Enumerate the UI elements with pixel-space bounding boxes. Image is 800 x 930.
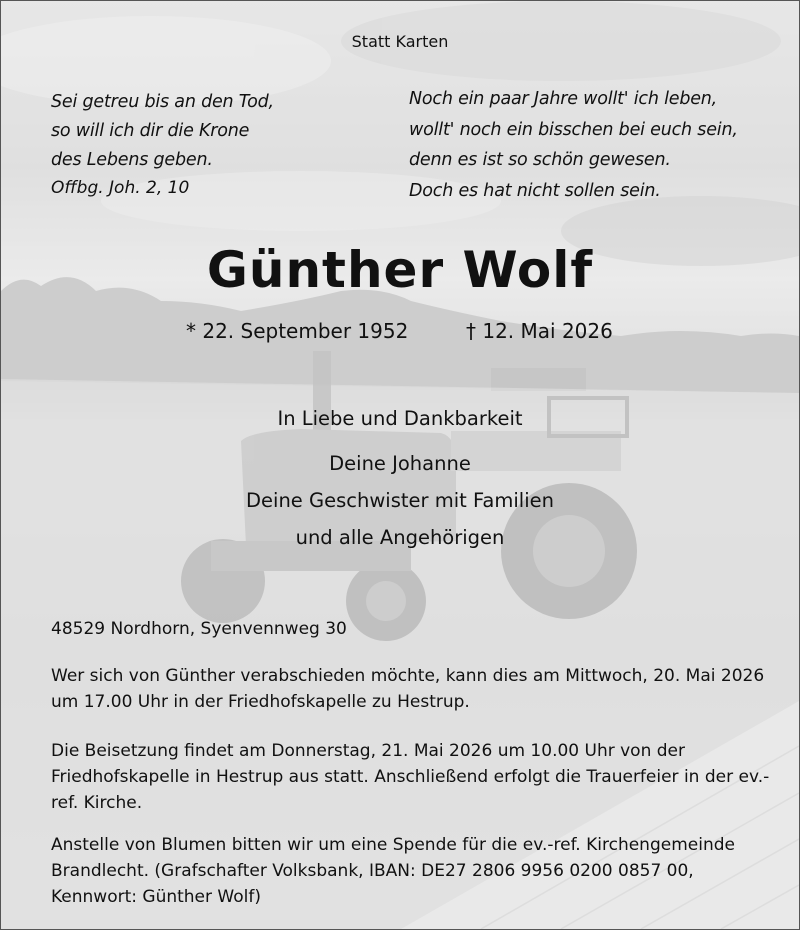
mourner-line: und alle Angehörigen <box>295 526 505 549</box>
verse-line: denn es ist so schön gewesen. <box>409 150 671 170</box>
farewell-paragraph: Wer sich von Günther verabschieden möchte, kann dies am Mittwoch, 20. Mai 2026 um 17.00 Uhr in der Friedhofskapelle zu Hestrup. <box>51 666 765 712</box>
verse-reference: Offbg. Joh. 2, 10 <box>51 178 190 198</box>
mourner-line: Deine Johanne <box>329 452 471 475</box>
birth-date: * 22. September 1952 <box>186 319 409 343</box>
mourners-intro: In Liebe und Dankbarkeit <box>277 407 523 430</box>
death-date: † 12. Mai 2026 <box>466 319 613 343</box>
header-label: Statt Karten <box>351 32 449 51</box>
mourner-line: Deine Geschwister mit Familien <box>246 489 554 512</box>
verse-line: Doch es hat nicht sollen sein. <box>409 180 661 201</box>
verse-line: Noch ein paar Jahre wollt' ich leben, <box>409 89 718 109</box>
deceased-name: Günther Wolf <box>206 241 594 299</box>
verse-line: wollt' noch ein bisschen bei euch sein, <box>409 119 738 140</box>
donation-paragraph: Anstelle von Blumen bitten wir um eine Spende für die ev.-ref. Kirchengemeinde Brandlecht. (Grafschafter Volksbank, IBAN: DE27 2806 9956 0200 0857 00, Kennwort: Günther Wolf) <box>51 835 735 907</box>
address: 48529 Nordhorn, Syenvennweg 30 <box>51 619 347 639</box>
verse-left <box>51 88 274 175</box>
burial-paragraph: Die Beisetzung findet am Donnerstag, 21. Mai 2026 um 10.00 Uhr von der Friedhofskapelle in Hestrup aus statt. Anschließend erfolgt die Trauerfeier in der ev.-ref. Kirche. <box>51 741 770 813</box>
verse-line: des Lebens geben. <box>51 150 213 170</box>
verse-right <box>409 84 738 206</box>
verse-line: Sei getreu bis an den Tod, <box>51 92 274 112</box>
verse-line: so will ich dir die Krone <box>51 121 250 141</box>
